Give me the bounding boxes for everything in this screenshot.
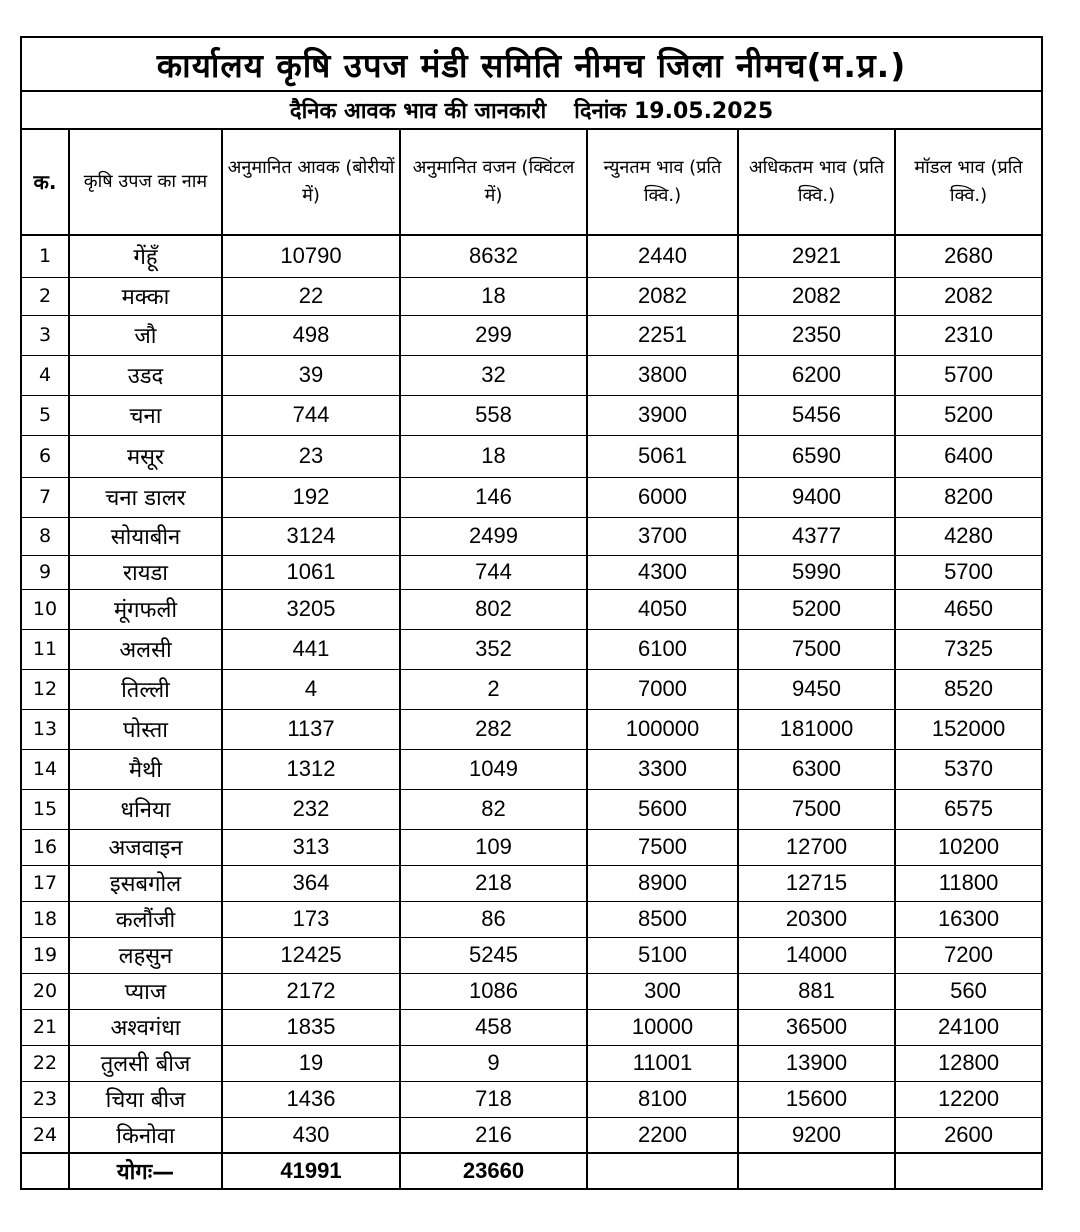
row-crop-name: लहसुन [69,937,222,973]
row-arrival: 4 [222,669,400,709]
row-weight: 109 [400,829,587,865]
row-min-price: 3800 [587,355,738,395]
row-crop-name: पोस्ता [69,709,222,749]
row-serial: 9 [21,555,69,589]
row-modal-price: 4280 [895,517,1042,555]
row-crop-name: अलसी [69,629,222,669]
row-max-price: 14000 [738,937,895,973]
table-row [21,789,1042,829]
table-row [21,629,1042,669]
table-row [21,517,1042,555]
row-min-price: 100000 [587,709,738,749]
row-max-price: 9450 [738,669,895,709]
row-serial: 17 [21,865,69,901]
row-min-price: 11001 [587,1045,738,1081]
row-modal-price: 24100 [895,1009,1042,1045]
row-arrival: 19 [222,1045,400,1081]
mandi-rate-sheet [20,36,1041,1190]
row-min-price: 8900 [587,865,738,901]
row-min-price: 8100 [587,1081,738,1117]
row-max-price: 6200 [738,355,895,395]
sheet-title: कार्यालय कृषि उपज मंडी समिति नीमच जिला नीमच(म.प्र.) [21,37,1042,91]
row-crop-name: गेंहूँ [69,235,222,277]
row-min-price: 2082 [587,277,738,315]
table-row [21,669,1042,709]
row-max-price: 5456 [738,395,895,435]
row-min-price: 7500 [587,829,738,865]
row-arrival: 192 [222,477,400,517]
row-arrival: 313 [222,829,400,865]
row-crop-name: अजवाइन [69,829,222,865]
row-modal-price: 2310 [895,315,1042,355]
row-max-price: 36500 [738,1009,895,1045]
row-max-price: 13900 [738,1045,895,1081]
row-modal-price: 11800 [895,865,1042,901]
row-weight: 1049 [400,749,587,789]
total-serial-empty [21,1153,69,1189]
row-max-price: 181000 [738,709,895,749]
total-arrival: 41991 [222,1153,400,1189]
table-row [21,709,1042,749]
row-modal-price: 152000 [895,709,1042,749]
row-crop-name: मसूर [69,435,222,477]
row-max-price: 12700 [738,829,895,865]
row-crop-name: चिया बीज [69,1081,222,1117]
row-serial: 8 [21,517,69,555]
row-serial: 15 [21,789,69,829]
row-arrival: 22 [222,277,400,315]
row-weight: 218 [400,865,587,901]
row-min-price: 3700 [587,517,738,555]
row-max-price: 9400 [738,477,895,517]
row-max-price: 881 [738,973,895,1009]
row-serial: 16 [21,829,69,865]
table-row [21,235,1042,277]
row-min-price: 6100 [587,629,738,669]
row-serial: 3 [21,315,69,355]
header-crop-name: कृषि उपज का नाम [69,129,222,235]
row-arrival: 10790 [222,235,400,277]
row-arrival: 1061 [222,555,400,589]
row-max-price: 2921 [738,235,895,277]
row-max-price: 12715 [738,865,895,901]
table-row [21,865,1042,901]
row-modal-price: 16300 [895,901,1042,937]
row-weight: 282 [400,709,587,749]
table-row [21,1045,1042,1081]
row-weight: 744 [400,555,587,589]
table-row [21,555,1042,589]
row-modal-price: 12200 [895,1081,1042,1117]
row-max-price: 2082 [738,277,895,315]
subtitle-label: दैनिक आवक भाव की जानकारी [289,99,547,124]
report-date: दिनांक 19.05.2025 [574,99,774,124]
row-max-price: 2350 [738,315,895,355]
row-max-price: 6300 [738,749,895,789]
row-serial: 14 [21,749,69,789]
table-row [21,589,1042,629]
header-weight: अनुमानित वजन (क्विंटल में) [400,129,587,235]
table-row [21,901,1042,937]
total-min-empty [587,1153,738,1189]
row-weight: 82 [400,789,587,829]
row-crop-name: चना [69,395,222,435]
row-serial: 7 [21,477,69,517]
table-row [21,355,1042,395]
row-crop-name: उडद [69,355,222,395]
row-max-price: 4377 [738,517,895,555]
total-modal-empty [895,1153,1042,1189]
row-serial: 1 [21,235,69,277]
row-modal-price: 7325 [895,629,1042,669]
row-serial: 2 [21,277,69,315]
table-row [21,1009,1042,1045]
table-row [21,973,1042,1009]
row-crop-name: धनिया [69,789,222,829]
row-min-price: 2200 [587,1117,738,1153]
table-row [21,477,1042,517]
row-crop-name: तिल्ली [69,669,222,709]
row-arrival: 1835 [222,1009,400,1045]
row-max-price: 7500 [738,789,895,829]
header-min-price: न्युनतम भाव (प्रति क्वि.) [587,129,738,235]
table-row [21,829,1042,865]
row-weight: 9 [400,1045,587,1081]
row-weight: 86 [400,901,587,937]
header-modal-price: मॉडल भाव (प्रति क्वि.) [895,129,1042,235]
row-max-price: 9200 [738,1117,895,1153]
row-crop-name: प्याज [69,973,222,1009]
total-row [21,1153,1042,1189]
total-max-empty [738,1153,895,1189]
row-max-price: 5200 [738,589,895,629]
total-weight: 23660 [400,1153,587,1189]
row-modal-price: 5700 [895,555,1042,589]
row-crop-name: सोयाबीन [69,517,222,555]
row-modal-price: 12800 [895,1045,1042,1081]
row-weight: 5245 [400,937,587,973]
header-row [21,129,1042,235]
row-weight: 299 [400,315,587,355]
row-serial: 12 [21,669,69,709]
table-row [21,395,1042,435]
row-modal-price: 5700 [895,355,1042,395]
row-max-price: 6590 [738,435,895,477]
row-modal-price: 8200 [895,477,1042,517]
row-weight: 802 [400,589,587,629]
table-row [21,435,1042,477]
total-label: योगः— [69,1153,222,1189]
row-modal-price: 5200 [895,395,1042,435]
row-modal-price: 2600 [895,1117,1042,1153]
row-serial: 18 [21,901,69,937]
row-min-price: 7000 [587,669,738,709]
row-arrival: 232 [222,789,400,829]
row-crop-name: मक्का [69,277,222,315]
header-max-price: अधिकतम भाव (प्रति क्वि.) [738,129,895,235]
row-arrival: 39 [222,355,400,395]
row-modal-price: 2680 [895,235,1042,277]
row-max-price: 15600 [738,1081,895,1117]
row-serial: 19 [21,937,69,973]
row-serial: 23 [21,1081,69,1117]
row-arrival: 173 [222,901,400,937]
header-arrival: अनुमानित आवक (बोरीयों में) [222,129,400,235]
row-crop-name: तुलसी बीज [69,1045,222,1081]
table-row [21,749,1042,789]
sheet-subtitle [21,91,1042,129]
row-min-price: 2251 [587,315,738,355]
row-arrival: 3205 [222,589,400,629]
row-min-price: 300 [587,973,738,1009]
row-weight: 458 [400,1009,587,1045]
row-weight: 1086 [400,973,587,1009]
row-arrival: 498 [222,315,400,355]
row-arrival: 1312 [222,749,400,789]
row-weight: 32 [400,355,587,395]
table-row [21,315,1042,355]
row-arrival: 1436 [222,1081,400,1117]
row-arrival: 1137 [222,709,400,749]
table-row [21,1081,1042,1117]
row-serial: 6 [21,435,69,477]
row-modal-price: 7200 [895,937,1042,973]
row-min-price: 2440 [587,235,738,277]
row-weight: 18 [400,277,587,315]
row-crop-name: कलौंजी [69,901,222,937]
row-min-price: 5100 [587,937,738,973]
row-weight: 8632 [400,235,587,277]
row-min-price: 5061 [587,435,738,477]
row-modal-price: 560 [895,973,1042,1009]
row-min-price: 3300 [587,749,738,789]
row-serial: 11 [21,629,69,669]
row-arrival: 430 [222,1117,400,1153]
row-arrival: 744 [222,395,400,435]
row-max-price: 20300 [738,901,895,937]
row-min-price: 3900 [587,395,738,435]
row-arrival: 12425 [222,937,400,973]
row-arrival: 23 [222,435,400,477]
row-crop-name: मैथी [69,749,222,789]
table-row [21,937,1042,973]
row-modal-price: 5370 [895,749,1042,789]
row-serial: 4 [21,355,69,395]
row-crop-name: चना डालर [69,477,222,517]
row-weight: 18 [400,435,587,477]
row-min-price: 4050 [587,589,738,629]
row-crop-name: अश्वगंधा [69,1009,222,1045]
row-arrival: 2172 [222,973,400,1009]
row-serial: 21 [21,1009,69,1045]
table-row [21,277,1042,315]
row-max-price: 5990 [738,555,895,589]
row-crop-name: इसबगोल [69,865,222,901]
row-weight: 146 [400,477,587,517]
row-max-price: 7500 [738,629,895,669]
row-modal-price: 10200 [895,829,1042,865]
row-modal-price: 6400 [895,435,1042,477]
row-weight: 558 [400,395,587,435]
row-modal-price: 4650 [895,589,1042,629]
row-serial: 24 [21,1117,69,1153]
row-modal-price: 2082 [895,277,1042,315]
row-min-price: 5600 [587,789,738,829]
rate-table [20,36,1043,1190]
row-weight: 2499 [400,517,587,555]
row-weight: 718 [400,1081,587,1117]
row-serial: 20 [21,973,69,1009]
row-weight: 352 [400,629,587,669]
row-min-price: 6000 [587,477,738,517]
row-serial: 13 [21,709,69,749]
row-arrival: 364 [222,865,400,901]
header-serial: क. [21,129,69,235]
row-crop-name: जौ [69,315,222,355]
row-serial: 22 [21,1045,69,1081]
row-serial: 10 [21,589,69,629]
row-arrival: 3124 [222,517,400,555]
row-min-price: 10000 [587,1009,738,1045]
row-weight: 216 [400,1117,587,1153]
row-crop-name: मूंगफली [69,589,222,629]
row-weight: 2 [400,669,587,709]
row-min-price: 8500 [587,901,738,937]
row-modal-price: 8520 [895,669,1042,709]
row-crop-name: किनोवा [69,1117,222,1153]
row-serial: 5 [21,395,69,435]
row-min-price: 4300 [587,555,738,589]
table-row [21,1117,1042,1153]
row-modal-price: 6575 [895,789,1042,829]
row-crop-name: रायडा [69,555,222,589]
row-arrival: 441 [222,629,400,669]
